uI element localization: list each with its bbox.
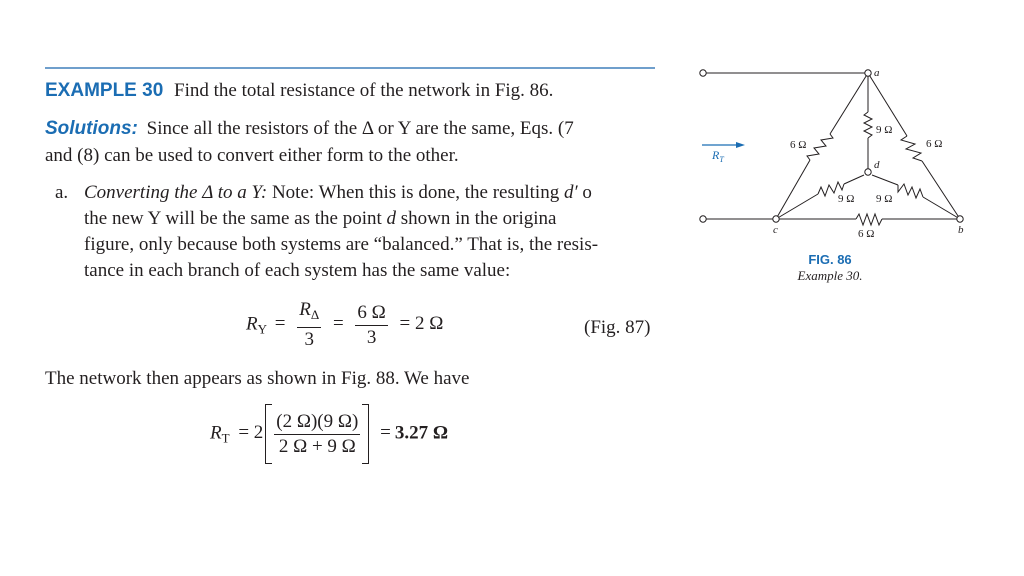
solution-label: Solutions: bbox=[45, 118, 138, 139]
solution-line-2: and (8) can be used to convert either form to the other. bbox=[45, 145, 459, 166]
terminal-top bbox=[700, 70, 706, 76]
part-a-line-4: tance in each branch of each system has the same value: bbox=[84, 260, 511, 281]
fraction-6-ohm: $\frac{6 \Omega}{3}$ bbox=[357, 301, 386, 348]
part-a-line-1: Converting the Δ to a Y: Note: When this is done, the resulting d′ o bbox=[84, 182, 592, 203]
equation-rt: $R_T = 2$ $\frac{(2 \Omega)(9 \Omega)}{2 \Omega + 9 \Omega}$ = 3.27 Ω bbox=[210, 404, 448, 464]
svg-text:6 Ω: 6 Ω bbox=[926, 138, 943, 150]
svg-text:6 Ω: 6 Ω bbox=[858, 228, 875, 240]
svg-text:b: b bbox=[958, 224, 964, 236]
node-d bbox=[865, 169, 871, 175]
solution-line-1: Solutions: Since all the resistors of the Δ or Y are the same, Eqs. (7 bbox=[45, 118, 574, 139]
svg-text:c: c bbox=[773, 224, 778, 236]
svg-text:a: a bbox=[874, 67, 880, 79]
figure-title: FIG. 86 bbox=[808, 252, 852, 267]
example-label: EXAMPLE 30 bbox=[45, 80, 164, 101]
svg-text:9 Ω: 9 Ω bbox=[876, 124, 893, 136]
equation-ry: $R_Y$ = $\frac{R_\Delta}{3}$ = $\frac{6 \Omega}{3}$ = 2 Ω bbox=[246, 299, 444, 350]
svg-text:9 Ω: 9 Ω bbox=[838, 193, 855, 205]
fraction-parallel: $\frac{(2 \Omega)(9 \Omega)}{2 \Omega + 9 \Omega}$ bbox=[276, 410, 359, 457]
section-rule bbox=[45, 67, 655, 69]
part-a-line-2: the new Y will be the same as the point d shown in the origina bbox=[84, 208, 557, 229]
node-b bbox=[957, 216, 963, 222]
part-a-line-3: figure, only because both systems are “balanced.” That is, the resis- bbox=[84, 234, 599, 255]
node-c bbox=[773, 216, 779, 222]
network-text: The network then appears as shown in Fig. 88. We have bbox=[45, 368, 470, 389]
example-prompt: Find the total resistance of the network in Fig. 86. bbox=[174, 80, 554, 101]
node-a bbox=[865, 70, 871, 76]
example-heading bbox=[45, 80, 553, 102]
fig-87-reference: (Fig. 87) bbox=[584, 317, 651, 338]
part-a-marker: a. bbox=[55, 182, 69, 203]
fraction-r-delta: $\frac{R_\Delta}{3}$ bbox=[299, 299, 320, 350]
svg-text:d: d bbox=[874, 159, 880, 171]
rt-arrow-icon bbox=[702, 142, 745, 148]
terminal-bottom bbox=[700, 216, 706, 222]
figure-caption bbox=[780, 252, 880, 284]
svg-text:9 Ω: 9 Ω bbox=[876, 193, 893, 205]
circuit-diagram bbox=[690, 60, 990, 245]
svg-text:6 Ω: 6 Ω bbox=[790, 139, 807, 151]
left-bracket bbox=[265, 404, 272, 464]
right-bracket bbox=[362, 404, 369, 464]
figure-subtitle: Example 30. bbox=[797, 268, 863, 283]
svg-text:RT: $R_T$ bbox=[712, 148, 724, 164]
result-value: 3.27 Ω bbox=[394, 422, 449, 444]
